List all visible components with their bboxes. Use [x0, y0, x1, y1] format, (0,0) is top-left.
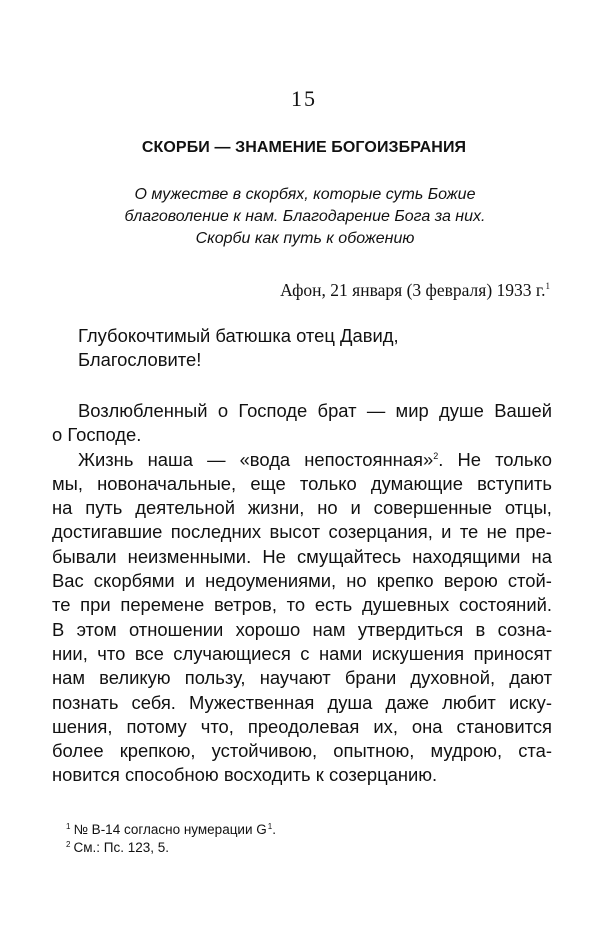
word: Господе — [238, 400, 308, 421]
footnote-tail: . — [272, 822, 276, 837]
letter-line — [52, 763, 552, 787]
word: бывали — [52, 545, 117, 567]
word: пользу, — [184, 667, 246, 689]
word: преодолевая — [247, 715, 360, 737]
word: еще — [250, 472, 286, 494]
word: Не — [262, 545, 286, 567]
word: созна- — [497, 618, 552, 640]
word: Вашей — [494, 400, 552, 421]
word: к — [315, 764, 324, 786]
word: становится — [456, 715, 552, 737]
word: опытною, — [333, 740, 415, 762]
word: при — [80, 594, 111, 616]
word: но — [317, 497, 338, 519]
letter-line — [52, 520, 552, 544]
word: приносят — [473, 642, 552, 664]
word: то — [286, 594, 306, 616]
word: нам — [312, 618, 346, 640]
word: верою — [443, 570, 498, 592]
word: те — [459, 521, 479, 543]
word: брани — [344, 667, 397, 689]
word: иску- — [508, 691, 552, 713]
word: нам — [52, 667, 86, 689]
footnote-ref: 2 — [433, 450, 439, 461]
letter-line — [52, 618, 552, 642]
word: смущайтесь — [296, 545, 402, 567]
footnote-2 — [66, 839, 276, 857]
word: только — [495, 448, 552, 470]
footnote-mark: 1 — [66, 822, 71, 831]
letter-line — [52, 666, 552, 690]
word: созерцания, — [328, 521, 433, 543]
word: ветров, — [213, 594, 277, 616]
footnote-mark: 2 — [66, 840, 71, 849]
word: в — [475, 618, 486, 640]
word: научают — [259, 667, 331, 689]
word: В — [52, 618, 65, 640]
word: Возлюбленный — [78, 400, 208, 421]
word: Мужественная — [189, 691, 315, 713]
dateline-text: Афон, 21 января (3 февраля) 1933 г. — [280, 280, 546, 300]
footnotes — [66, 821, 276, 857]
word: этом — [76, 618, 117, 640]
word: жизни, — [247, 497, 305, 519]
letter-line — [52, 593, 552, 617]
word: способною — [124, 764, 219, 786]
summary-line: Скорби как путь к обожению — [195, 230, 415, 247]
word: хорошо — [235, 618, 301, 640]
word: Вас — [52, 570, 84, 592]
footnote-text: № В-14 согласно нумерации G — [73, 822, 267, 837]
word: о — [217, 400, 229, 421]
word: нии, — [52, 642, 88, 664]
word: пре- — [515, 521, 552, 543]
letter-line — [52, 448, 552, 472]
footnote-1 — [66, 821, 276, 839]
letter-line — [52, 545, 552, 569]
greeting-line: Благословите! — [78, 349, 202, 371]
word: «вода — [239, 448, 291, 470]
word: о — [52, 424, 63, 446]
word: высот — [269, 521, 321, 543]
word: и — [350, 497, 361, 519]
word: случающиеся — [173, 642, 291, 664]
word: духовной, — [410, 667, 496, 689]
letter-line — [52, 569, 552, 593]
word: она — [411, 715, 443, 737]
letter-line — [52, 691, 552, 715]
word: их, — [373, 715, 398, 737]
word: неизменными. — [127, 545, 252, 567]
word: — — [366, 400, 386, 421]
greeting-line: Глубокочтимый батюшка отец Давид, — [78, 325, 399, 346]
word: душевных — [361, 594, 450, 616]
word: мы, — [52, 472, 83, 494]
word: крепкою, — [119, 740, 196, 762]
word: себя. — [131, 691, 176, 713]
word: что — [97, 642, 126, 664]
word: с — [300, 642, 310, 664]
letter-line — [52, 472, 552, 496]
word: устойчивою, — [211, 740, 318, 762]
word: путь — [85, 497, 123, 519]
letter-line — [52, 496, 552, 520]
letter-line — [52, 399, 552, 423]
word: наша — [147, 448, 193, 470]
word: восходить — [223, 764, 311, 786]
word: отношении — [128, 618, 224, 640]
greeting — [52, 324, 552, 373]
word: последних — [170, 521, 262, 543]
chapter-number: 15 — [291, 86, 317, 111]
letter-line — [52, 423, 552, 447]
word: Не — [457, 448, 481, 470]
word: есть — [314, 594, 353, 616]
word: более — [52, 740, 104, 762]
word: нами — [318, 642, 363, 664]
letter-line — [52, 739, 552, 763]
word: мир — [395, 400, 429, 421]
word: состояний. — [458, 594, 552, 616]
word: — — [207, 448, 226, 470]
word: созерцанию. — [328, 764, 438, 786]
word: находящими — [412, 545, 521, 567]
letter-line — [52, 642, 552, 666]
word: даже — [385, 691, 429, 713]
word: скорбями — [93, 570, 175, 592]
dateline — [280, 279, 550, 301]
word: душа — [327, 691, 373, 713]
word: потому — [126, 715, 187, 737]
word: на — [52, 497, 73, 519]
word: все — [134, 642, 164, 664]
word: и — [441, 521, 452, 543]
word: совершенные — [373, 497, 492, 519]
word: думающие — [370, 472, 463, 494]
word: непостоянная»$^2$. — [304, 448, 444, 470]
word: познать — [52, 691, 119, 713]
word: великую — [99, 667, 171, 689]
word: перемене — [120, 594, 205, 616]
word: брат — [317, 400, 357, 421]
letter-line — [52, 715, 552, 739]
word: искушения — [371, 642, 465, 664]
word: любит — [442, 691, 496, 713]
word: те — [52, 594, 71, 616]
summary-line: О мужестве в скорбях, которые суть Божие — [134, 186, 476, 203]
word: стой- — [507, 570, 552, 592]
footnote-superscript: 1 — [267, 822, 273, 831]
word: и — [184, 570, 196, 592]
word: Господе. — [67, 424, 142, 446]
word: только — [299, 472, 357, 494]
chapter-title: СКОРБИ — ЗНАМЕНИЕ БОГОИЗБРАНИЯ — [141, 139, 467, 156]
word: утвердиться — [357, 618, 464, 640]
word: вступить — [477, 472, 552, 494]
word: душе — [439, 400, 484, 421]
word: недоумениями, — [205, 570, 337, 592]
word: новится — [52, 764, 120, 786]
word: ста- — [518, 740, 552, 762]
chapter-summary — [100, 184, 510, 250]
word: дают — [509, 667, 552, 689]
word: достигавшие — [52, 521, 163, 543]
word: отцы, — [504, 497, 552, 519]
letter-body — [52, 399, 552, 788]
word: мудрою, — [430, 740, 503, 762]
word: что, — [200, 715, 234, 737]
word: новоначальные, — [97, 472, 237, 494]
word: на — [531, 545, 552, 567]
word: шения, — [52, 715, 113, 737]
word: Жизнь — [78, 448, 134, 470]
word: деятельной — [135, 497, 235, 519]
word: но — [346, 570, 367, 592]
footnote-ref: 1 — [545, 281, 550, 291]
word: не — [486, 521, 508, 543]
word: крепко — [376, 570, 434, 592]
footnote-text: См.: Пс. 123, 5. — [73, 840, 169, 855]
summary-line: благоволение к нам. Благодарение Бога за них. — [124, 208, 486, 225]
